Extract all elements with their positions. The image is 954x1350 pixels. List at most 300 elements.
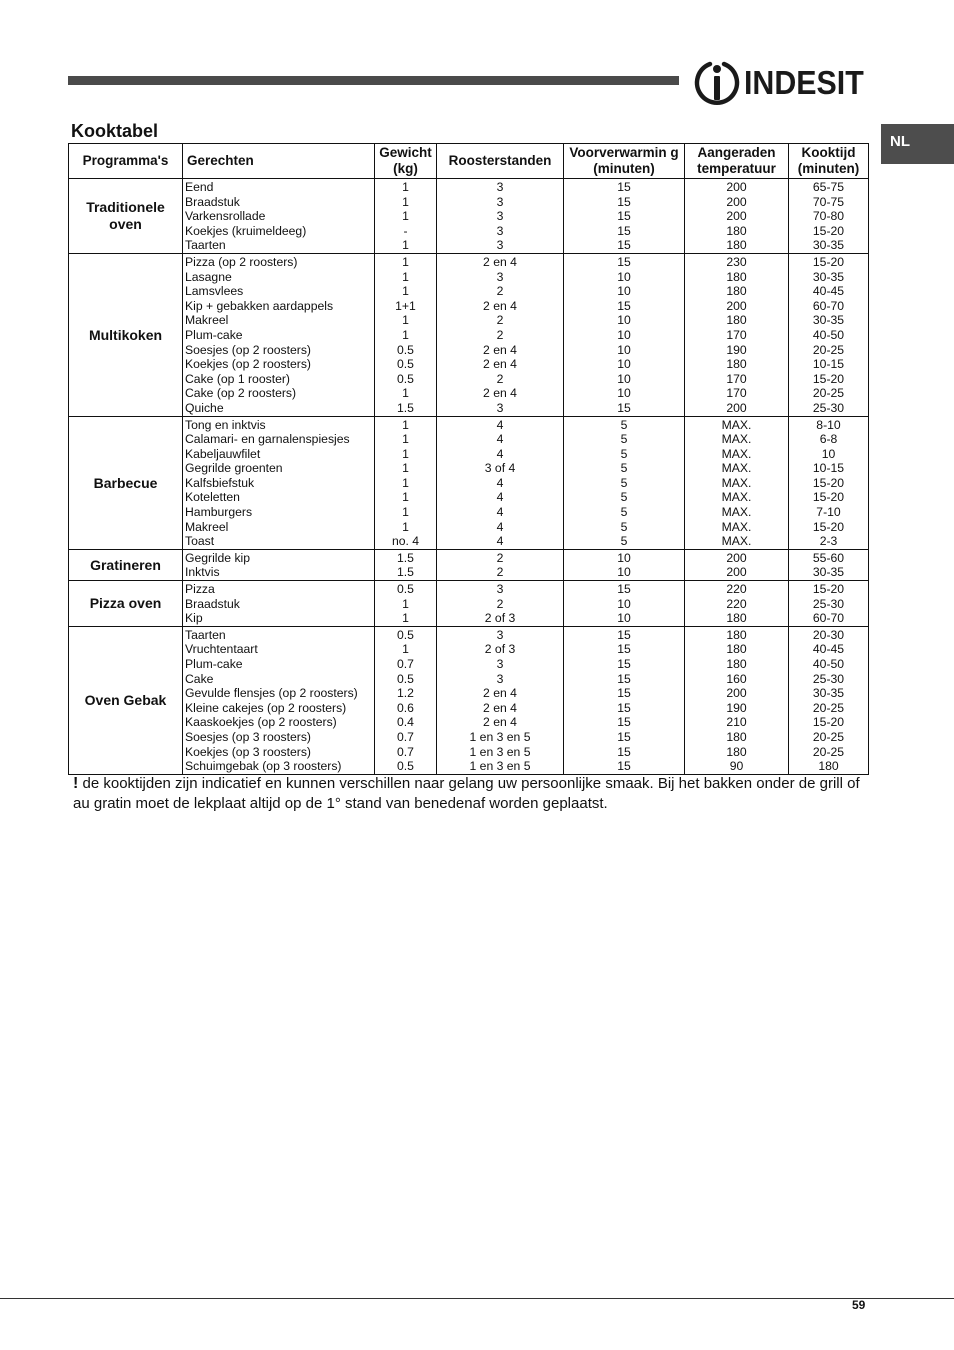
temperatuur-value: 180 <box>726 642 747 657</box>
gerecht-value: Koekjes (op 2 roosters) <box>185 357 311 372</box>
temperatuur-value: 180 <box>726 611 747 626</box>
gerecht-value: Plum-cake <box>185 327 243 342</box>
program-cell: Barbecue <box>69 416 183 549</box>
rooster-value: 3 <box>496 269 504 284</box>
gerecht-value: Soesjes (op 2 roosters) <box>185 342 311 357</box>
voorverwarming-cell <box>564 253 685 416</box>
temperatuur-value: 180 <box>726 357 747 372</box>
rooster-value: 2 en 4 <box>483 254 517 269</box>
temperatuur-value: 220 <box>726 596 747 611</box>
gerecht-cell <box>183 416 375 549</box>
voorverwarming-value: 15 <box>617 657 631 671</box>
rooster-value: 3 <box>496 582 504 597</box>
gewicht-value: 0.7 <box>397 744 414 759</box>
temperatuur-value: 180 <box>726 657 747 671</box>
gewicht-cell <box>375 581 437 627</box>
gerecht-value: Kip <box>185 611 203 626</box>
temperatuur-value: 190 <box>726 342 747 357</box>
rooster-value: 2 en 4 <box>483 686 517 701</box>
kooktijd-cell <box>789 416 869 549</box>
voorverwarming-value: 10 <box>617 386 631 401</box>
kooktijd-value: 15-20 <box>812 371 845 386</box>
rooster-value: 4 <box>496 534 504 549</box>
kooktijd-value: 15-20 <box>812 223 845 238</box>
gewicht-value: 1 <box>402 432 409 447</box>
voorverwarming-value: 10 <box>617 284 631 299</box>
kooktijd-value: 10-15 <box>812 357 845 372</box>
gerecht-value: Kalfsbiefstuk <box>185 475 255 490</box>
gerecht-value: Calamari- en garnalenspiesjes <box>185 432 350 447</box>
temperatuur-value: MAX. <box>721 417 752 432</box>
gewicht-value: 1 <box>402 327 409 342</box>
table-row <box>69 626 869 774</box>
kooktijd-value: 20-25 <box>812 342 845 357</box>
gewicht-value: 1 <box>402 446 409 461</box>
gewicht-value: 0.5 <box>397 342 414 357</box>
gerecht-value: Gegrilde kip <box>185 550 251 565</box>
kooktijd-value: 15-20 <box>812 715 845 730</box>
gewicht-cell <box>375 416 437 549</box>
rooster-value: 2 en 4 <box>483 342 517 357</box>
rooster-value: 2 <box>496 313 504 328</box>
voorverwarming-value: 15 <box>617 298 631 313</box>
voorverwarming-value: 5 <box>620 432 628 447</box>
voorverwarming-value: 15 <box>617 582 631 597</box>
gerecht-value: Lasagne <box>185 269 232 284</box>
kooktijd-value: 10 <box>821 446 836 461</box>
gerecht-value: Cake <box>185 671 214 686</box>
gerecht-value: Kleine cakejes (op 2 roosters) <box>185 700 347 715</box>
voorverwarming-value: 15 <box>617 223 631 238</box>
rooster-value: 2 en 4 <box>483 298 517 313</box>
voorverwarming-value: 15 <box>617 180 631 194</box>
kooktijd-value: 30-35 <box>812 313 845 328</box>
language-tab: NL <box>881 124 954 164</box>
voorverwarming-value: 10 <box>617 342 631 357</box>
rooster-value: 4 <box>496 432 504 447</box>
gewicht-value: 1.5 <box>397 400 414 415</box>
rooster-cell <box>437 253 564 416</box>
voorverwarming-value: 15 <box>617 194 631 209</box>
gewicht-value: 1 <box>402 505 409 520</box>
temperatuur-cell <box>685 626 789 774</box>
temperatuur-value: 230 <box>726 254 747 269</box>
voorverwarming-value: 15 <box>617 686 631 701</box>
gerecht-value: Soesjes (op 3 roosters) <box>185 729 311 744</box>
temperatuur-value: 200 <box>726 298 747 313</box>
voorverwarming-value: 15 <box>617 209 631 224</box>
kooktijd-cell <box>789 179 869 254</box>
temperatuur-value: 200 <box>726 180 747 194</box>
rooster-value: 3 of 4 <box>484 461 516 476</box>
gewicht-value: 0.5 <box>397 371 414 386</box>
gewicht-value: 0.5 <box>397 759 414 774</box>
rooster-value: 2 <box>496 550 504 565</box>
gerecht-value: Makreel <box>185 519 229 534</box>
rooster-value: 2 en 4 <box>483 357 517 372</box>
rooster-value: 4 <box>496 490 504 505</box>
kooktijd-value: 30-35 <box>812 686 845 701</box>
gerecht-cell <box>183 581 375 627</box>
gerecht-value: Braadstuk <box>185 596 240 611</box>
gewicht-value: 1 <box>402 269 409 284</box>
gerecht-value: Schuimgebak (op 3 roosters) <box>185 759 342 774</box>
kooktijd-value: 20-25 <box>812 744 845 759</box>
rooster-value: 3 <box>496 194 504 209</box>
gewicht-value: 1 <box>402 596 409 611</box>
header-rooster: Roosterstanden <box>437 144 564 179</box>
gewicht-value: 1 <box>402 417 409 432</box>
rooster-cell <box>437 581 564 627</box>
kooktijd-value: 70-80 <box>812 209 845 224</box>
gewicht-value: 1 <box>402 209 409 224</box>
voorverwarming-value: 10 <box>617 565 631 580</box>
kooktijd-value: 40-45 <box>812 284 845 299</box>
gewicht-value: 1 <box>402 284 409 299</box>
voorverwarming-cell <box>564 626 685 774</box>
temperatuur-value: 180 <box>726 729 747 744</box>
voorverwarming-value: 5 <box>620 519 628 534</box>
gewicht-value: 1 <box>402 238 409 253</box>
gerecht-value: Toast <box>185 534 215 549</box>
temperatuur-value: 180 <box>726 744 747 759</box>
table-row <box>69 179 869 254</box>
kooktijd-value: 15-20 <box>812 475 845 490</box>
kooktijd-value: 7-10 <box>816 505 841 520</box>
rooster-value: 4 <box>496 475 504 490</box>
temperatuur-value: 200 <box>726 686 747 701</box>
kooktijd-value: 25-30 <box>812 671 845 686</box>
voorverwarming-value: 15 <box>617 642 631 657</box>
voorverwarming-value: 10 <box>617 269 631 284</box>
rooster-value: 1 en 3 en 5 <box>469 759 531 774</box>
kooktijd-value: 15-20 <box>812 490 845 505</box>
gewicht-value: 0.5 <box>397 671 414 686</box>
kooktijd-cell <box>789 253 869 416</box>
gerecht-cell <box>183 253 375 416</box>
gerecht-value: Gevulde flensjes (op 2 roosters) <box>185 686 358 701</box>
header-temperatuur: Aangeraden temperatuur <box>685 144 789 179</box>
rooster-value: 3 <box>496 671 504 686</box>
temperatuur-value: MAX. <box>721 534 752 549</box>
header-kooktijd: Kooktijd (minuten) <box>789 144 869 179</box>
gerecht-value: Koekjes (op 3 roosters) <box>185 744 311 759</box>
gerecht-cell <box>183 549 375 580</box>
gewicht-value: 0.4 <box>397 715 414 730</box>
gerecht-cell <box>183 626 375 774</box>
cooking-table <box>68 143 869 775</box>
rooster-value: 3 <box>496 238 504 253</box>
gewicht-value: 1.5 <box>397 565 414 580</box>
header-gewicht: Gewicht (kg) <box>375 144 437 179</box>
kooktijd-value: 25-30 <box>812 400 845 415</box>
gewicht-value: 1 <box>402 313 409 328</box>
temperatuur-value: 220 <box>726 582 747 597</box>
page-number: 59 <box>852 1298 866 1312</box>
voorverwarming-value: 15 <box>617 627 631 642</box>
kooktijd-cell <box>789 581 869 627</box>
rooster-cell <box>437 179 564 254</box>
gerecht-cell <box>183 179 375 254</box>
voorverwarming-value: 10 <box>617 327 631 342</box>
gewicht-cell <box>375 549 437 580</box>
footer-rule <box>0 1298 954 1299</box>
gerecht-value: Koteletten <box>185 490 240 505</box>
temperatuur-value: 200 <box>726 565 747 580</box>
gerecht-value: Vruchtentaart <box>185 642 258 657</box>
temperatuur-value: 180 <box>726 284 747 299</box>
temperatuur-value: 170 <box>726 371 747 386</box>
rooster-value: 3 <box>496 400 504 415</box>
kooktijd-value: 70-75 <box>812 194 845 209</box>
rooster-value: 2 <box>496 371 504 386</box>
temperatuur-value: 200 <box>726 550 747 565</box>
header-rule <box>68 76 679 85</box>
gerecht-value: Eend <box>185 180 214 194</box>
voorverwarming-value: 15 <box>617 400 631 415</box>
rooster-value: 4 <box>496 519 504 534</box>
table-body <box>69 179 869 775</box>
gerecht-value: Koekjes (kruimeldeeg) <box>185 223 307 238</box>
voorverwarming-cell <box>564 549 685 580</box>
gewicht-value: 1 <box>402 386 409 401</box>
temperatuur-cell <box>685 179 789 254</box>
gerecht-value: Kip + gebakken aardappels <box>185 298 334 313</box>
temperatuur-value: 180 <box>726 223 747 238</box>
gewicht-value: 0.7 <box>397 729 414 744</box>
page-title: Kooktabel <box>71 121 159 141</box>
gewicht-value: 1 <box>402 519 409 534</box>
voorverwarming-value: 5 <box>620 417 628 432</box>
rooster-value: 2 <box>496 596 504 611</box>
voorverwarming-value: 15 <box>617 671 631 686</box>
gewicht-value: 0.6 <box>397 700 414 715</box>
temperatuur-value: MAX. <box>721 461 752 476</box>
temperatuur-value: MAX. <box>721 446 752 461</box>
gewicht-value: 1 <box>402 490 409 505</box>
temperatuur-cell <box>685 253 789 416</box>
gewicht-value: 1 <box>402 254 409 269</box>
table-row <box>69 549 869 580</box>
table-row <box>69 416 869 549</box>
voorverwarming-value: 5 <box>620 446 628 461</box>
gerecht-value: Kabeljauwfilet <box>185 446 261 461</box>
kooktijd-value: 30-35 <box>812 565 845 580</box>
voorverwarming-value: 10 <box>617 596 631 611</box>
gerecht-value: Cake (op 2 roosters) <box>185 386 297 401</box>
program-cell: Multikoken <box>69 253 183 416</box>
voorverwarming-value: 5 <box>620 475 628 490</box>
kooktijd-value: 25-30 <box>812 596 845 611</box>
voorverwarming-value: 10 <box>617 371 631 386</box>
table-row <box>69 581 869 627</box>
indesit-emblem-icon <box>694 58 740 106</box>
gerecht-value: Plum-cake <box>185 657 243 671</box>
footnote <box>73 774 873 813</box>
kooktijd-cell <box>789 626 869 774</box>
voorverwarming-value: 10 <box>617 550 631 565</box>
table-header-row <box>69 144 869 179</box>
program-cell: Oven Gebak <box>69 626 183 774</box>
temperatuur-value: 180 <box>726 238 747 253</box>
temperatuur-cell <box>685 416 789 549</box>
kooktijd-value: 60-70 <box>812 298 845 313</box>
kooktijd-value: 30-35 <box>812 269 845 284</box>
kooktijd-value: 20-25 <box>812 700 845 715</box>
voorverwarming-cell <box>564 416 685 549</box>
rooster-cell <box>437 626 564 774</box>
kooktijd-value: 20-25 <box>812 386 845 401</box>
temperatuur-value: 210 <box>726 715 747 730</box>
gewicht-value: 1 <box>402 642 409 657</box>
temperatuur-value: 180 <box>726 269 747 284</box>
rooster-value: 3 <box>496 223 504 238</box>
temperatuur-value: 200 <box>726 400 747 415</box>
rooster-value: 2 <box>496 565 504 580</box>
gerecht-value: Pizza (op 2 roosters) <box>185 254 298 269</box>
kooktijd-value: 2-3 <box>819 534 838 549</box>
gerecht-value: Tong en inktvis <box>185 417 266 432</box>
kooktijd-value: 20-30 <box>812 627 845 642</box>
kooktijd-value: 40-45 <box>812 642 845 657</box>
voorverwarming-value: 10 <box>617 611 631 626</box>
rooster-value: 4 <box>496 446 504 461</box>
gerecht-value: Pizza <box>185 582 215 597</box>
temperatuur-value: 160 <box>726 671 747 686</box>
temperatuur-value: 170 <box>726 386 747 401</box>
gewicht-cell <box>375 626 437 774</box>
program-cell: Traditionele oven <box>69 179 183 254</box>
gewicht-value: 1 <box>402 611 409 626</box>
voorverwarming-value: 15 <box>617 715 631 730</box>
gewicht-value: 0.5 <box>397 582 414 597</box>
rooster-value: 2 of 3 <box>484 611 516 626</box>
gerecht-value: Cake (op 1 rooster) <box>185 371 290 386</box>
gerecht-value: Taarten <box>185 238 226 253</box>
temperatuur-value: 180 <box>726 313 747 328</box>
gewicht-value: no. 4 <box>391 534 420 549</box>
table-row <box>69 253 869 416</box>
temperatuur-value: MAX. <box>721 519 752 534</box>
temperatuur-value: 200 <box>726 209 747 224</box>
kooktijd-value: 15-20 <box>812 582 845 597</box>
rooster-cell <box>437 549 564 580</box>
gerecht-value: Inktvis <box>185 565 220 580</box>
gewicht-value: 1.5 <box>397 550 414 565</box>
gewicht-value: 0.5 <box>397 627 414 642</box>
rooster-value: 3 <box>496 209 504 224</box>
program-cell: Gratineren <box>69 549 183 580</box>
gerecht-value: Taarten <box>185 627 226 642</box>
kooktijd-value: 55-60 <box>812 550 845 565</box>
temperatuur-value: 180 <box>726 627 747 642</box>
voorverwarming-value: 10 <box>617 357 631 372</box>
rooster-cell <box>437 416 564 549</box>
kooktijd-value: 180 <box>818 759 839 774</box>
gerecht-value: Hamburgers <box>185 505 253 520</box>
kooktijd-value: 15-20 <box>812 254 845 269</box>
kooktijd-value: 40-50 <box>812 327 845 342</box>
rooster-value: 2 en 4 <box>483 715 517 730</box>
gewicht-value: 0.7 <box>397 657 414 671</box>
temperatuur-value: 170 <box>726 327 747 342</box>
voorverwarming-value: 5 <box>620 534 628 549</box>
warning-mark: ! <box>73 775 79 792</box>
rooster-value: 4 <box>496 417 504 432</box>
program-cell: Pizza oven <box>69 581 183 627</box>
gerecht-value: Makreel <box>185 313 229 328</box>
gewicht-value: 1.2 <box>397 686 414 701</box>
kooktijd-value: 20-25 <box>812 729 845 744</box>
rooster-value: 2 <box>496 284 504 299</box>
temperatuur-value: MAX. <box>721 490 752 505</box>
footnote-text: de kooktijden zijn indicatief en kunnen verschillen naar gelang uw persoonlijke smaak. Bij het bakken onder de grill of au gratin moet de lekplaat altijd op de 1° stand van benedenaf worden geplaatst. <box>73 775 860 812</box>
rooster-value: 3 <box>496 180 504 194</box>
voorverwarming-value: 15 <box>617 254 631 269</box>
gewicht-value: 1+1 <box>395 298 416 313</box>
gerecht-value: Varkensrollade <box>185 209 266 224</box>
header-gerechten: Gerechten <box>183 144 375 179</box>
voorverwarming-value: 5 <box>620 505 628 520</box>
voorverwarming-value: 10 <box>617 313 631 328</box>
header-voorverwarming: Voorverwarmin g (minuten) <box>564 144 685 179</box>
voorverwarming-value: 15 <box>617 729 631 744</box>
temperatuur-value: MAX. <box>721 505 752 520</box>
voorverwarming-value: 5 <box>620 461 628 476</box>
gewicht-value: 0.5 <box>397 357 414 372</box>
rooster-value: 2 en 4 <box>483 386 517 401</box>
voorverwarming-value: 15 <box>617 744 631 759</box>
rooster-value: 4 <box>496 505 504 520</box>
gewicht-value: - <box>403 223 408 238</box>
temperatuur-value: 200 <box>726 194 747 209</box>
kooktijd-value: 15-20 <box>812 519 845 534</box>
rooster-value: 3 <box>496 657 504 671</box>
kooktijd-value: 65-75 <box>812 180 845 194</box>
temperatuur-value: 90 <box>729 759 744 774</box>
gewicht-value: 1 <box>402 461 409 476</box>
brand-logo <box>694 58 874 106</box>
kooktijd-value: 6-8 <box>819 432 838 447</box>
gerecht-value: Kaaskoekjes (op 2 roosters) <box>185 715 337 730</box>
gerecht-value: Gegrilde groenten <box>185 461 283 476</box>
temperatuur-value: MAX. <box>721 432 752 447</box>
voorverwarming-value: 15 <box>617 700 631 715</box>
voorverwarming-value: 15 <box>617 238 631 253</box>
rooster-value: 2 of 3 <box>484 642 516 657</box>
gewicht-value: 1 <box>402 475 409 490</box>
kooktijd-value: 30-35 <box>812 238 845 253</box>
voorverwarming-value: 15 <box>617 759 631 774</box>
kooktijd-value: 10-15 <box>812 461 845 476</box>
voorverwarming-cell <box>564 179 685 254</box>
voorverwarming-cell <box>564 581 685 627</box>
gerecht-value: Braadstuk <box>185 194 240 209</box>
kooktijd-cell <box>789 549 869 580</box>
temperatuur-value: 190 <box>726 700 747 715</box>
voorverwarming-value: 5 <box>620 490 628 505</box>
rooster-value: 1 en 3 en 5 <box>469 729 531 744</box>
rooster-value: 2 en 4 <box>483 700 517 715</box>
kooktijd-value: 8-10 <box>816 417 841 432</box>
gerecht-value: Quiche <box>185 400 224 415</box>
kooktijd-value: 40-50 <box>812 657 845 671</box>
gerecht-value: Lamsvlees <box>185 284 244 299</box>
temperatuur-cell <box>685 549 789 580</box>
rooster-value: 3 <box>496 627 504 642</box>
kooktijd-value: 60-70 <box>812 611 845 626</box>
header-programma: Programma's <box>69 144 183 179</box>
